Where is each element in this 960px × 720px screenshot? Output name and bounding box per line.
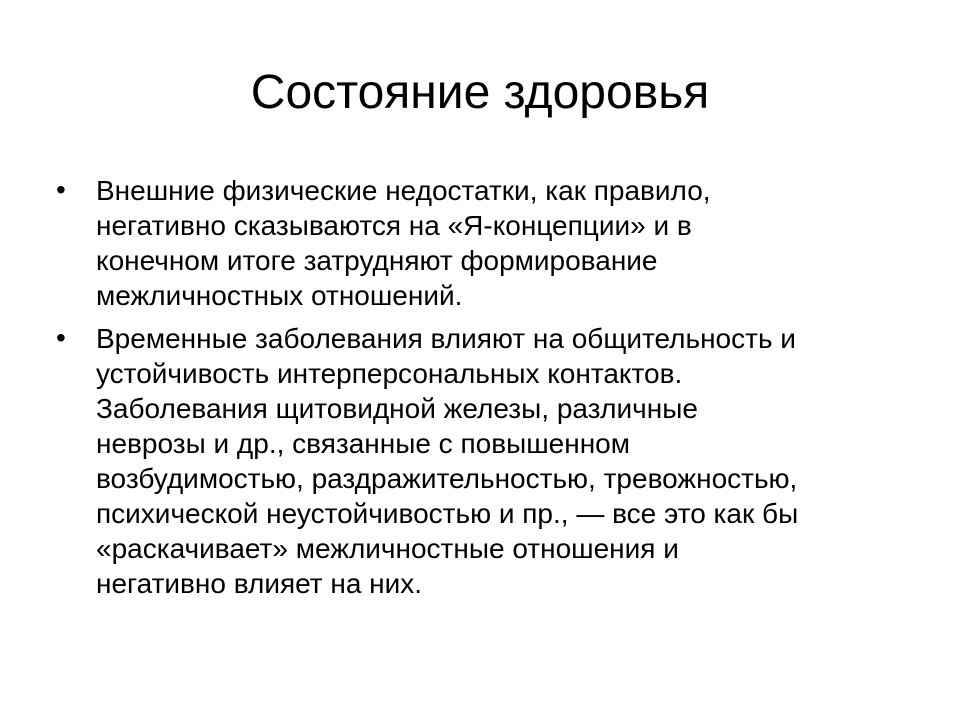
bullet-item-physical-defects: [56, 173, 916, 313]
bullet-list: [56, 173, 916, 609]
bullet-marker: •: [56, 174, 66, 205]
bullet-line: возбудимостью, раздражительностью, тревожностью,: [96, 463, 798, 494]
bullet-line: негативно влияет на них.: [96, 568, 423, 599]
bullet-line: психической неустойчивостью и пр., — все это как бы: [96, 498, 799, 529]
bullet-line: конечном итоге затрудняют формирование: [96, 245, 658, 276]
bullet-item-temporary-diseases: [56, 321, 916, 601]
bullet-line: Внешние физические недостатки, как правило,: [96, 175, 711, 206]
bullet-line: негативно сказываются на «Я-концепции» и в: [96, 210, 692, 241]
bullet-line: «раскачивает» межличностные отношения и: [96, 533, 679, 564]
bullet-line: устойчивость интерперсональных контактов.: [96, 358, 683, 389]
bullet-line: межличностных отношений.: [96, 280, 463, 311]
bullet-line: неврозы и др., связанные с повышенном: [96, 428, 630, 459]
slide-title: Состояние здоровья: [250, 66, 710, 119]
bullet-line: Заболевания щитовидной железы, различные: [96, 393, 698, 424]
bullet-line: Временные заболевания влияют на общительность и: [96, 323, 796, 354]
bullet-marker: •: [56, 322, 66, 353]
